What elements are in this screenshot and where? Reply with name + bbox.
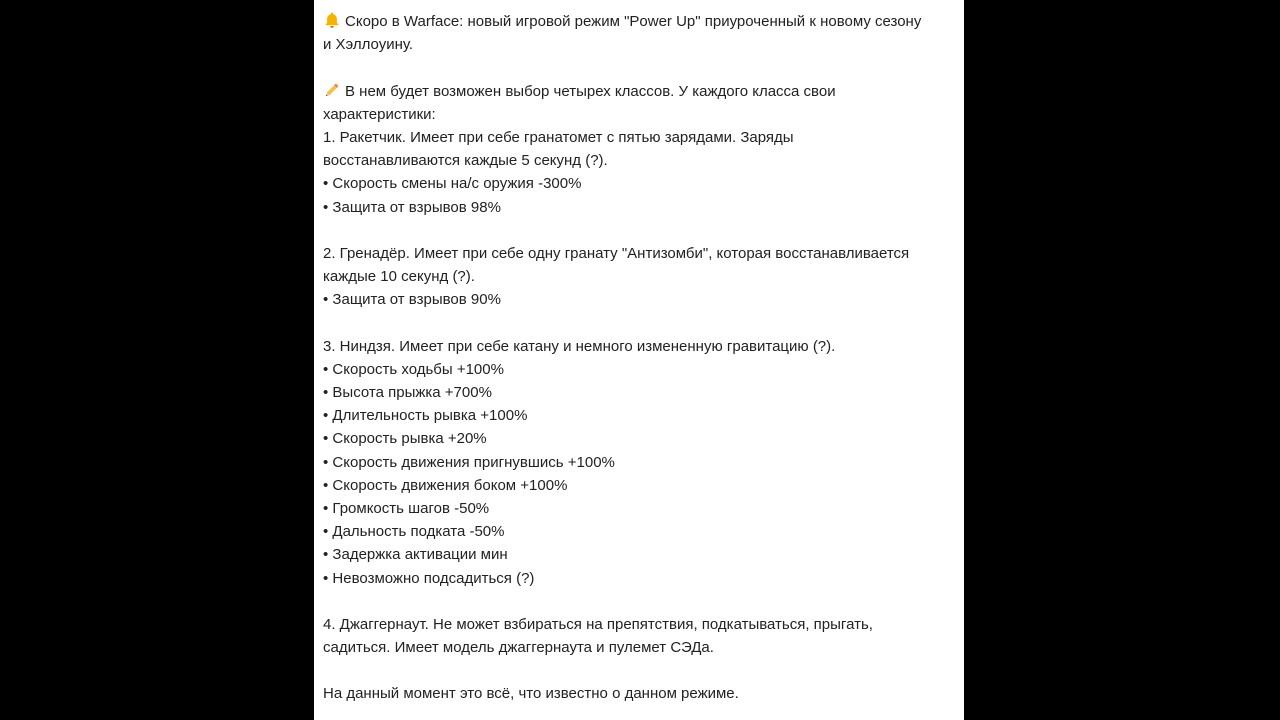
ninja-stat: • Длительность рывка +100%	[323, 407, 528, 425]
spacer	[323, 219, 948, 242]
intro-text-1: Скоро в Warface: новый игровой режим "Power Up" приуроченный к новому сезону	[345, 13, 922, 30]
classes-intro-line-2: характеристики:	[323, 105, 436, 123]
juggernaut-line-1: 4. Джаггернаут. Не может взбираться на препятствия, подкатываться, прыгать,	[323, 615, 873, 633]
rocketeer-stat: • Защита от взрывов 98%	[323, 198, 501, 216]
ninja-stat: • Скорость движения пригнувшись +100%	[323, 453, 615, 471]
intro-line-1	[323, 10, 948, 33]
post-content	[314, 0, 964, 720]
rocketeer-stat: • Скорость смены на/с оружия -300%	[323, 175, 582, 193]
ninja-stat: • Невозможно подсадиться (?)	[323, 569, 535, 587]
grenadier-line-1: 2. Гренадёр. Имеет при себе одну гранату "Антизомби", которая восстанавливается	[323, 244, 910, 262]
rocketeer-line-1: 1. Ракетчик. Имеет при себе гранатомет с пятью зарядами. Заряды	[323, 128, 794, 146]
classes-intro-text-1: В нем будет возможен выбор четырех классов. У каждого класса свои	[345, 82, 836, 100]
ninja-stat: • Громкость шагов -50%	[323, 499, 490, 517]
ninja-stat: • Скорость движения боком +100%	[323, 476, 568, 494]
spacer	[323, 311, 948, 334]
spacer	[323, 56, 948, 79]
pencil-icon	[323, 81, 341, 99]
ninja-stat: • Дальность подката -50%	[323, 523, 505, 541]
spacer	[323, 590, 948, 613]
ninja-stat: • Скорость рывка +20%	[323, 430, 487, 448]
classes-intro-line-1	[323, 80, 948, 103]
closing-line: На данный момент это всё, что известно о данном режиме.	[323, 685, 739, 703]
rocketeer-line-2: восстанавливаются каждые 5 секунд (?).	[323, 152, 608, 170]
grenadier-line-2: каждые 10 секунд (?).	[323, 268, 475, 286]
grenadier-stat: • Защита от взрывов 90%	[323, 291, 501, 309]
juggernaut-line-2: садиться. Имеет модель джаггернаута и пулемет СЭДа.	[323, 639, 714, 657]
ninja-line-1: 3. Ниндзя. Имеет при себе катану и немного измененную гравитацию (?).	[323, 337, 836, 355]
ninja-stat: • Задержка активации мин	[323, 546, 508, 564]
bell-icon	[323, 11, 341, 29]
ninja-stat: • Высота прыжка +700%	[323, 384, 492, 401]
spacer	[323, 659, 948, 682]
ninja-stat: • Скорость ходьбы +100%	[323, 360, 504, 378]
intro-line-2: и Хэллоуину.	[323, 36, 414, 54]
